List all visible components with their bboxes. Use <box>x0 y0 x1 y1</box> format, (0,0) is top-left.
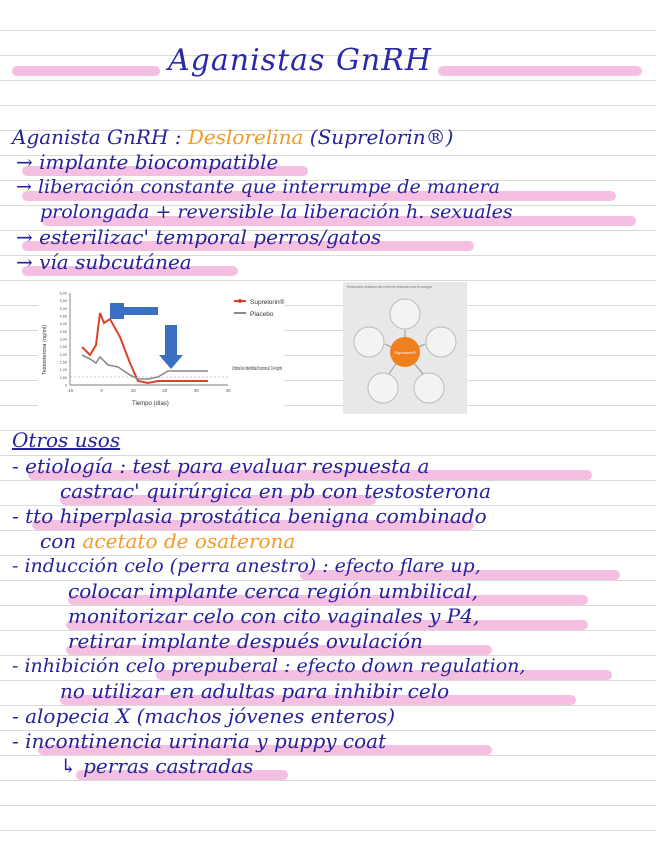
note-line: - alopecia X (machos jóvenes enteros) <box>12 704 395 728</box>
note-line: monitorizar celo con cito vaginales y P4, <box>68 604 480 628</box>
x-tick-label: 30 <box>193 388 199 393</box>
y-tick-label: 0,50 <box>59 375 67 380</box>
testosterone-chart <box>38 285 284 412</box>
y-tick-label: 0 <box>64 383 67 388</box>
drug-name: acetato de osaterona <box>82 529 296 553</box>
y-tick-label: 2,00 <box>59 352 67 357</box>
arrow-down-icon <box>159 325 183 369</box>
note-line: - tto hiperplasia prostática benigna combinado <box>12 504 487 528</box>
y-tick-label: 1,00 <box>59 368 67 373</box>
testosterone-diagram <box>343 282 467 414</box>
title-underline-left <box>12 66 160 76</box>
x-tick-label: 0 <box>100 388 103 393</box>
series-placebo-line <box>82 355 208 379</box>
x-tick-labels <box>67 388 231 393</box>
section-title: Otros usos <box>12 428 121 452</box>
note-line: retirar implante después ovulación <box>68 629 423 653</box>
y-tick-label: 4,50 <box>59 314 67 319</box>
header-brand: (Suprelorin®) <box>303 125 454 149</box>
header-line <box>12 125 453 149</box>
y-tick-label: 4,00 <box>59 322 67 327</box>
note-line <box>40 529 295 553</box>
note-line: - inhibición celo prepuberal : efecto down regulation, <box>12 655 526 677</box>
note-line: - etiología : test para evaluar respuesta a <box>12 454 430 478</box>
note-text: con <box>40 529 83 553</box>
x-tick-label: 20 <box>162 388 168 393</box>
bullet-line: → liberación constante que interrumpe de manera <box>16 176 500 198</box>
x-axis-label: Tiempo (días) <box>132 401 169 407</box>
note-line: - inducción celo (perra anestro) : efecto flare up, <box>12 555 481 577</box>
y-tick-label: 2,50 <box>59 345 67 350</box>
y-tick-label: 5,00 <box>59 306 67 311</box>
note-line: no utilizar en adultas para inhibir celo <box>60 679 450 703</box>
x-tick-label: 10 <box>130 388 136 393</box>
arrow-left-icon <box>110 303 158 319</box>
y-tick-label: 3,50 <box>59 329 67 334</box>
bullet-line: prolongada + reversible la liberación h. sexuales <box>40 201 513 223</box>
x-tick-label: -10 <box>66 388 74 393</box>
x-tick-label: 40 <box>225 388 231 393</box>
y-tick-label: 1,50 <box>59 360 67 365</box>
y-tick-label: 6,00 <box>59 291 67 296</box>
diagram-title: Reducción drástica del nivel de testosterona en sangre <box>347 285 433 289</box>
y-tick-labels <box>60 292 67 388</box>
header-prefix: Aganista GnRH : <box>12 125 188 149</box>
note-line: colocar implante cerca región umbilical, <box>68 579 478 603</box>
page-title: Aganistas GnRH <box>168 43 432 78</box>
bullet-line: → implante biocompatible <box>16 150 279 174</box>
note-line: - incontinencia urinaria y puppy coat <box>12 729 387 753</box>
threshold-label: Umbral de infertilidad funcional: 0,4 ng/ml <box>232 366 282 372</box>
y-tick-label: 5,50 <box>59 299 67 304</box>
series-suprelorin-line <box>82 313 208 383</box>
legend-placebo: Placebo <box>250 311 274 318</box>
y-tick-label: 3,00 <box>59 337 67 342</box>
note-line: castrac' quirúrgica en pb con testosterona <box>60 479 492 503</box>
bullet-line: → esterilizac' temporal perros/gatos <box>16 225 382 249</box>
title-underline-right <box>438 66 642 76</box>
diagram-center-label: Suprelorin® <box>394 350 416 355</box>
header-drug: Deslorelina <box>187 125 304 149</box>
bullet-line: → vía subcutánea <box>16 250 192 274</box>
note-line: ↳ perras castradas <box>60 754 254 778</box>
y-axis-label: Testosterona (ng/ml) <box>42 324 48 375</box>
legend-suprelorin: Suprelorin® <box>250 299 285 306</box>
